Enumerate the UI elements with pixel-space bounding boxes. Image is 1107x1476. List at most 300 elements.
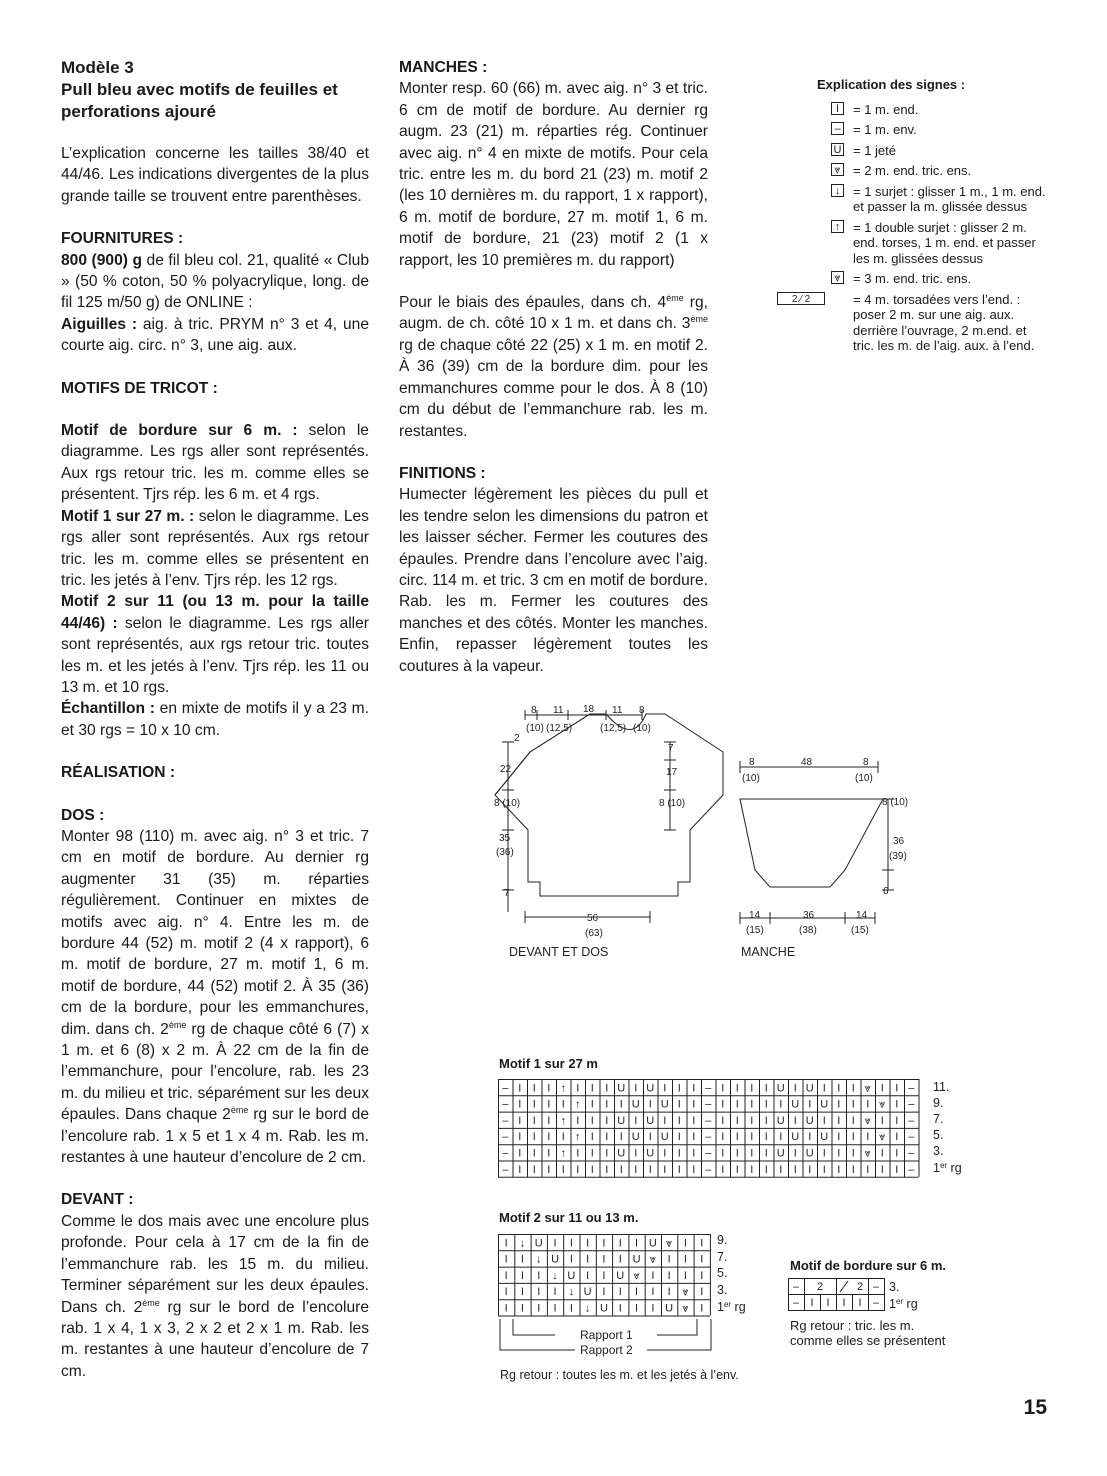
svg-text:I: I [532,1131,536,1144]
svg-text:I: I [764,1131,768,1144]
svg-text:I: I [518,1163,522,1176]
dim-label: (38) [799,925,817,936]
svg-text:I: I [895,1131,899,1144]
svg-text:I: I [586,1269,590,1282]
svg-text:I: I [721,1082,725,1095]
svg-text:I: I [618,1286,622,1299]
legend-item: U = 1 jeté [780,143,1050,159]
svg-text:I: I [851,1114,855,1127]
bordure-chart [788,1278,968,1318]
svg-text:I: I [553,1237,557,1250]
svg-text:U: U [805,1114,814,1127]
svg-text:–: – [502,1147,509,1160]
svg-text:I: I [721,1098,725,1111]
svg-text:U: U [776,1114,785,1127]
legend-item: I = 1 m. end. [780,102,1050,118]
svg-text:I: I [735,1098,739,1111]
svg-text:U: U [660,1098,669,1111]
svg-text:I: I [619,1131,623,1144]
svg-text:I: I [663,1163,667,1176]
svg-text:⩔: ⩔ [682,1302,689,1315]
rapport2-label: Rapport 2 [580,1343,633,1357]
svg-text:I: I [822,1082,826,1095]
svg-text:I: I [634,1082,638,1095]
svg-text:I: I [851,1147,855,1160]
svg-text:I: I [634,1114,638,1127]
realisation-heading: RÉALISATION : [61,764,176,782]
dim-label: 8 (10) [882,797,909,808]
svg-text:↑: ↑ [575,1131,581,1144]
svg-text:⩔: ⩔ [864,1114,871,1127]
dos-text: Monter 98 (110) m. avec aig. n° 3 et tric. 7 cm en motif de bordure. Au dernier rg augmenter 31 (35) m. réparties régulièrement. Continuer en mixtes de motifs avec aig. n° 4. Entre les m. de bordure 44 (52) m. motif 2 (4 x rapport), 6 m. motif de bordure, 27 m. motif 1, 6 m. motif de bordure, 44 (52) motif 2. À 35 (36) cm de la bordure, pour les emmanchures, dim. dans ch. 2ème rg de chaque côté 6 (7) x 1 m. et 6 (8) x 2 m. À 22 cm de la fin de l’emmanchure, pour l’encolure, rab. les 23 m. du milieu et tric. séparément sur les deux épaules. Dans chaque 2ème rg sur le bord de l’encolure rab. 1 x 5 et 1 x 4 m. Rab. les m. restantes à une hauteur d’encolure de 2 cm. [61,827,369,1167]
svg-text:I: I [547,1114,551,1127]
echantillon-text: Échantillon : en mixte de motifs il y a 23 m. et 30 rgs = 10 x 10 cm. [61,700,370,739]
motif2-title: Motif 2 sur 11 ou 13 m. [499,1210,639,1225]
row-label: 5. [933,1128,944,1142]
svg-text:I: I [851,1082,855,1095]
svg-text:I: I [648,1098,652,1111]
svg-text:I: I [837,1098,841,1111]
svg-text:⩔: ⩔ [879,1098,886,1111]
svg-text:I: I [895,1163,899,1176]
svg-text:I: I [822,1163,826,1176]
row-label: 7. [717,1250,728,1264]
svg-text:I: I [532,1147,536,1160]
svg-text:U: U [660,1131,669,1144]
cable-symbol-icon: 2 ⁄ 2 [777,292,825,305]
svg-text:I: I [586,1253,590,1266]
svg-text:⩔: ⩔ [864,1082,871,1095]
svg-text:U: U [632,1253,641,1266]
svg-text:U: U [631,1098,640,1111]
svg-text:I: I [764,1114,768,1127]
svg-text:–: – [502,1114,509,1127]
svg-text:I: I [634,1147,638,1160]
dim-label: (10) [633,723,651,734]
legend-item: – = 1 m. env. [780,122,1050,138]
svg-text:U: U [646,1114,655,1127]
svg-text:I: I [735,1114,739,1127]
dim-label: (12,5) [600,723,627,734]
svg-text:I: I [504,1302,508,1315]
dim-label: (10) [742,773,760,784]
svg-text:I: I [764,1163,768,1176]
svg-text:↑: ↑ [560,1082,566,1095]
svg-text:–: – [792,1297,800,1309]
svg-text:I: I [880,1163,884,1176]
svg-text:I: I [667,1253,671,1266]
devant-heading: DEVANT : [61,1191,134,1209]
svg-text:I: I [895,1082,899,1095]
svg-text:I: I [605,1098,609,1111]
svg-text:U: U [631,1131,640,1144]
svg-text:U: U [616,1269,625,1282]
model-number: Modèle 3 [61,58,134,77]
svg-text:–: – [705,1114,712,1127]
svg-text:I: I [547,1082,551,1095]
dim-label: (63) [585,928,603,939]
svg-text:I: I [692,1098,696,1111]
fournitures-heading: FOURNITURES : [61,230,184,248]
svg-text:I: I [602,1269,606,1282]
svg-text:I: I [561,1098,565,1111]
svg-text:I: I [553,1286,557,1299]
row-label: 3. [889,1280,900,1294]
svg-text:U: U [617,1114,626,1127]
svg-text:I: I [651,1302,655,1315]
svg-text:I: I [793,1114,797,1127]
svg-text:U: U [646,1147,655,1160]
pattern-title: Pull bleu avec motifs de feuilles et perforations ajouré [61,80,338,121]
svg-text:I: I [826,1297,830,1309]
svg-text:I: I [520,1286,524,1299]
dim-label: 35 [499,833,511,844]
svg-text:U: U [583,1286,592,1299]
page-number: 15 [1023,1396,1047,1419]
svg-text:I: I [576,1163,580,1176]
biais-text: Pour le biais des épaules, dans ch. 4ème rg, augm. de ch. côté 10 x 1 m. et dans ch. 3ème rg de chaque côté 22 (25) x 1 m. en motif 2. À 36 (39) cm de la bordure dim. pour les emmanchures comme pour le dos. À 8 (10) cm du début de l’emmanchure rab. les m. restantes. [399,292,708,440]
svg-text:U: U [646,1082,655,1095]
svg-text:I: I [810,1297,814,1309]
svg-text:I: I [700,1253,704,1266]
dim-label: 22 [500,764,512,775]
skp-symbol-icon: ↓ [831,184,844,197]
svg-text:I: I [842,1297,846,1309]
svg-text:↑: ↑ [560,1147,566,1160]
motif2-note: Rg retour : toutes les m. et les jetés à l’env. [500,1368,739,1382]
svg-text:I: I [677,1082,681,1095]
finitions-heading: FINITIONS : [399,464,486,482]
dim-label: (39) [889,851,907,862]
svg-text:I: I [569,1253,573,1266]
svg-text:U: U [791,1131,800,1144]
devant-text: Comme le dos mais avec une encolure plus profonde. Pour cela à 17 cm de la fin de l’emmanchure rab. les 15 m. du milieu. Terminer séparément sur les deux épaules. Dans ch. 2ème rg sur le bord de l’encolure rab. 1 x 4, 1 x 3, 2 x 2 et 2 x 1 m. Rab. les m. restantes à une hauteur d’encolure de 7 cm. [61,1212,369,1380]
svg-text:I: I [793,1147,797,1160]
svg-text:I: I [692,1082,696,1095]
dim-label: 8 (10) [494,798,521,809]
svg-text:2: 2 [856,1281,864,1293]
svg-text:–: – [705,1163,712,1176]
dos-heading: DOS : [61,806,105,824]
svg-text:I: I [569,1237,573,1250]
svg-text:U: U [805,1147,814,1160]
svg-text:I: I [520,1253,524,1266]
svg-text:I: I [851,1098,855,1111]
svg-text:I: I [619,1098,623,1111]
dim-label: (36) [496,847,514,858]
svg-text:I: I [605,1082,609,1095]
svg-text:–: – [908,1098,915,1111]
svg-text:I: I [537,1269,541,1282]
svg-text:I: I [547,1131,551,1144]
svg-text:I: I [618,1237,622,1250]
svg-text:I: I [677,1131,681,1144]
svg-text:I: I [590,1098,594,1111]
intro-text: L’explication concerne les tailles 38/40 et 44/46. Les indications divergentes de la plus grande taille se trouvent entre parenthèses. [61,145,369,205]
svg-text:I: I [808,1163,812,1176]
dim-label: 7 [668,743,674,754]
svg-text:I: I [822,1147,826,1160]
svg-text:I: I [576,1082,580,1095]
row-label: 1er rg [717,1300,746,1314]
svg-text:U: U [776,1147,785,1160]
svg-text:I: I [735,1131,739,1144]
svg-text:⩔: ⩔ [633,1269,640,1282]
dim-label: 48 [801,757,813,768]
legend-item: ↑ = 1 double surjet : glisser 2 m. end. torses, 1 m. end. et passer les m. glissées dessus [780,220,1050,267]
motifs-heading: MOTIFS DE TRICOT : [61,379,218,397]
dim-label: (10) [855,773,873,784]
svg-text:I: I [750,1163,754,1176]
svg-text:I: I [721,1147,725,1160]
svg-text:I: I [866,1098,870,1111]
dim-label: 8 [749,757,755,768]
svg-text:I: I [634,1163,638,1176]
symbol-legend [780,77,1050,359]
dim-label: 14 [856,910,868,921]
double-decrease-symbol-icon: ↑ [831,220,844,233]
dim-label: 8 [639,705,645,716]
dim-label: 7 [504,888,510,899]
svg-text:I: I [692,1147,696,1160]
svg-text:I: I [518,1131,522,1144]
svg-text:I: I [602,1286,606,1299]
svg-text:I: I [721,1114,725,1127]
svg-text:I: I [532,1098,536,1111]
yarn-over-symbol-icon: U [831,143,844,156]
dim-label: 11 [553,705,564,716]
svg-text:I: I [504,1286,508,1299]
aiguilles-text: Aiguilles : aig. à tric. PRYM n° 3 et 4, une courte aig. circ. n° 3, une aig. aux. [61,315,369,355]
bordure-title: Motif de bordure sur 6 m. [790,1258,947,1273]
svg-text:I: I [547,1098,551,1111]
svg-text:I: I [602,1237,606,1250]
svg-text:I: I [880,1082,884,1095]
svg-text:I: I [553,1302,557,1315]
svg-text:I: I [586,1237,590,1250]
svg-text:↓: ↓ [519,1237,526,1250]
svg-text:I: I [793,1163,797,1176]
svg-text:–: – [872,1297,880,1309]
svg-text:I: I [520,1302,524,1315]
legend-item: ⩔ = 3 m. end. tric. ens. [780,271,1050,287]
svg-text:I: I [605,1147,609,1160]
svg-text:I: I [895,1147,899,1160]
svg-text:I: I [504,1253,508,1266]
legend-title: Explication des signes : [817,77,966,92]
svg-text:I: I [750,1147,754,1160]
svg-text:I: I [683,1237,687,1250]
svg-text:I: I [635,1237,639,1250]
svg-text:I: I [663,1082,667,1095]
svg-text:I: I [895,1114,899,1127]
svg-text:I: I [779,1098,783,1111]
svg-text:I: I [764,1098,768,1111]
svg-text:↓: ↓ [536,1253,542,1266]
svg-text:I: I [547,1163,551,1176]
svg-text:I: I [808,1098,812,1111]
svg-text:–: – [705,1082,712,1095]
svg-text:I: I [700,1269,704,1282]
svg-text:I: I [590,1114,594,1127]
svg-text:↑: ↑ [560,1114,566,1127]
purl-symbol-icon: – [831,122,844,135]
svg-text:I: I [561,1131,565,1144]
svg-text:I: I [618,1302,622,1315]
row-label: 9. [717,1233,728,1247]
svg-text:I: I [837,1131,841,1144]
svg-text:I: I [561,1163,565,1176]
motif1-text: Motif 1 sur 27 m. : selon le diagramme. Les rgs aller sont représentés. Aux rgs retour tric. les m. comme elles se présentent en tric. les jetés à l’env. Tjrs rép. les 12 rgs. [61,507,369,589]
row-label: 5. [717,1266,728,1280]
svg-text:⩔: ⩔ [649,1253,656,1266]
svg-text:↓: ↓ [568,1286,575,1299]
row-label: 7. [933,1112,944,1126]
legend-item: 2 ⁄ 2 = 4 m. torsadées vers l’end. : poser 2 m. sur une aig. aux. derrière l’ouvrage, 2 m.end. et tric. les m. de l’aig. aux. à l’end. [780,292,1050,354]
k2tog-symbol-icon: ⩔ [831,163,844,176]
dim-label: 17 [666,767,678,778]
motif1-chart [497,1078,987,1178]
front-back-label: DEVANT ET DOS [509,945,609,959]
svg-text:I: I [750,1114,754,1127]
svg-text:I: I [851,1163,855,1176]
bordure-note: Rg retour : tric. les m. comme elles se présentent [790,1318,946,1348]
svg-text:I: I [618,1253,622,1266]
svg-text:I: I [735,1082,739,1095]
svg-text:U: U [617,1147,626,1160]
svg-text:U: U [567,1269,576,1282]
svg-text:I: I [692,1114,696,1127]
bordure-text: Motif de bordure sur 6 m. : selon le diagramme. Les rgs aller sont représentés. Aux rgs retour tric. les m. comme elles se présentent. Tjrs rép. les 6 m. et 4 rgs. [61,422,369,504]
svg-text:⩔: ⩔ [864,1147,871,1160]
dim-label: 2 [514,733,520,744]
svg-text:I: I [518,1098,522,1111]
svg-text:↓: ↓ [552,1269,558,1282]
knit-symbol-icon: I [831,102,844,115]
svg-text:I: I [692,1163,696,1176]
svg-text:I: I [683,1253,687,1266]
dim-label: (12,5) [546,723,573,734]
svg-text:I: I [518,1114,522,1127]
svg-text:–: – [705,1131,712,1144]
legend-item: ⩔ = 2 m. end. tric. ens. [780,163,1050,179]
svg-text:–: – [908,1163,915,1176]
dim-label: 8 (10) [659,798,686,809]
svg-text:U: U [648,1237,657,1250]
dim-label: 8 [531,705,537,716]
dim-label: 8 [863,757,869,768]
svg-text:I: I [866,1131,870,1144]
svg-text:I: I [504,1269,508,1282]
svg-text:U: U [805,1082,814,1095]
motif2-chart [497,1233,757,1418]
svg-text:I: I [590,1082,594,1095]
svg-text:I: I [822,1114,826,1127]
svg-text:↓: ↓ [584,1302,591,1315]
svg-text:I: I [793,1082,797,1095]
svg-text:U: U [617,1082,626,1095]
svg-text:I: I [750,1082,754,1095]
dim-label: (15) [746,925,764,936]
svg-text:I: I [651,1286,655,1299]
dim-label: 36 [803,910,815,921]
svg-text:–: – [908,1082,915,1095]
svg-text:I: I [858,1297,862,1309]
fournitures-text: 800 (900) g de fil bleu col. 21, qualité « Club » (50 % coton, 50 % polyacrylique, long. de fil 125 m/50 g) de ONLINE : [61,251,369,312]
svg-text:–: – [502,1163,509,1176]
svg-text:U: U [551,1253,560,1266]
row-label: 1er rg [889,1297,918,1311]
svg-text:⩔: ⩔ [666,1237,673,1250]
svg-text:I: I [590,1163,594,1176]
dim-label: 14 [749,910,761,921]
svg-text:I: I [779,1131,783,1144]
row-label: 9. [933,1096,944,1110]
svg-text:⩔: ⩔ [682,1286,689,1299]
rapport1-label: Rapport 1 [580,1328,633,1342]
dim-label: 36 [893,836,905,847]
front-back-outline [495,714,723,896]
svg-text:I: I [605,1163,609,1176]
svg-text:I: I [700,1286,704,1299]
legend-item: ↓ = 1 surjet : glisser 1 m., 1 m. end. et passer la m. glissée dessus [780,184,1050,215]
svg-text:I: I [677,1098,681,1111]
svg-text:I: I [837,1114,841,1127]
manches-text: Monter resp. 60 (66) m. avec aig. n° 3 et tric. 6 cm de motif de bordure. Au dernier rg augm. 23 (21) m. réparties rég. Continuer avec aig. n° 4 en mixte de motifs. Pour cela tric. entre les m. du bord 21 (23) m. motif 2 (les 10 dernières m. du rapport, 1 x rapport), 6 m. motif de bordure, 27 m. motif 1, 6 m. motif de bordure, 21 (23) motif 2 (1 x rapport, les 10 premières m. du rapport) [399,80,708,269]
svg-text:I: I [663,1114,667,1127]
sleeve-outline [740,799,883,887]
svg-text:I: I [764,1147,768,1160]
svg-text:I: I [764,1082,768,1095]
svg-text:–: – [502,1098,509,1111]
dim-label: (10) [526,723,544,734]
svg-text:I: I [735,1163,739,1176]
svg-text:U: U [820,1131,829,1144]
row-label: 11. [933,1080,950,1094]
svg-text:I: I [590,1147,594,1160]
svg-text:I: I [648,1131,652,1144]
svg-text:I: I [537,1302,541,1315]
svg-text:–: – [908,1131,915,1144]
dim-label: 18 [583,704,595,715]
svg-text:U: U [776,1082,785,1095]
svg-text:I: I [651,1269,655,1282]
svg-text:I: I [518,1147,522,1160]
svg-text:I: I [866,1163,870,1176]
svg-text:I: I [779,1163,783,1176]
svg-text:I: I [605,1131,609,1144]
size-schematic [490,700,930,965]
svg-text:I: I [602,1253,606,1266]
svg-text:I: I [532,1114,536,1127]
svg-text:I: I [700,1237,704,1250]
svg-text:I: I [837,1147,841,1160]
svg-text:I: I [837,1163,841,1176]
svg-text:I: I [677,1147,681,1160]
svg-text:I: I [547,1147,551,1160]
svg-text:I: I [504,1237,508,1250]
svg-text:–: – [705,1098,712,1111]
svg-text:I: I [721,1163,725,1176]
svg-text:I: I [895,1098,899,1111]
svg-text:I: I [518,1082,522,1095]
svg-text:U: U [791,1098,800,1111]
svg-text:I: I [837,1082,841,1095]
svg-text:I: I [721,1131,725,1144]
dim-label: 11 [612,705,623,716]
svg-text:I: I [576,1114,580,1127]
svg-text:I: I [569,1302,573,1315]
